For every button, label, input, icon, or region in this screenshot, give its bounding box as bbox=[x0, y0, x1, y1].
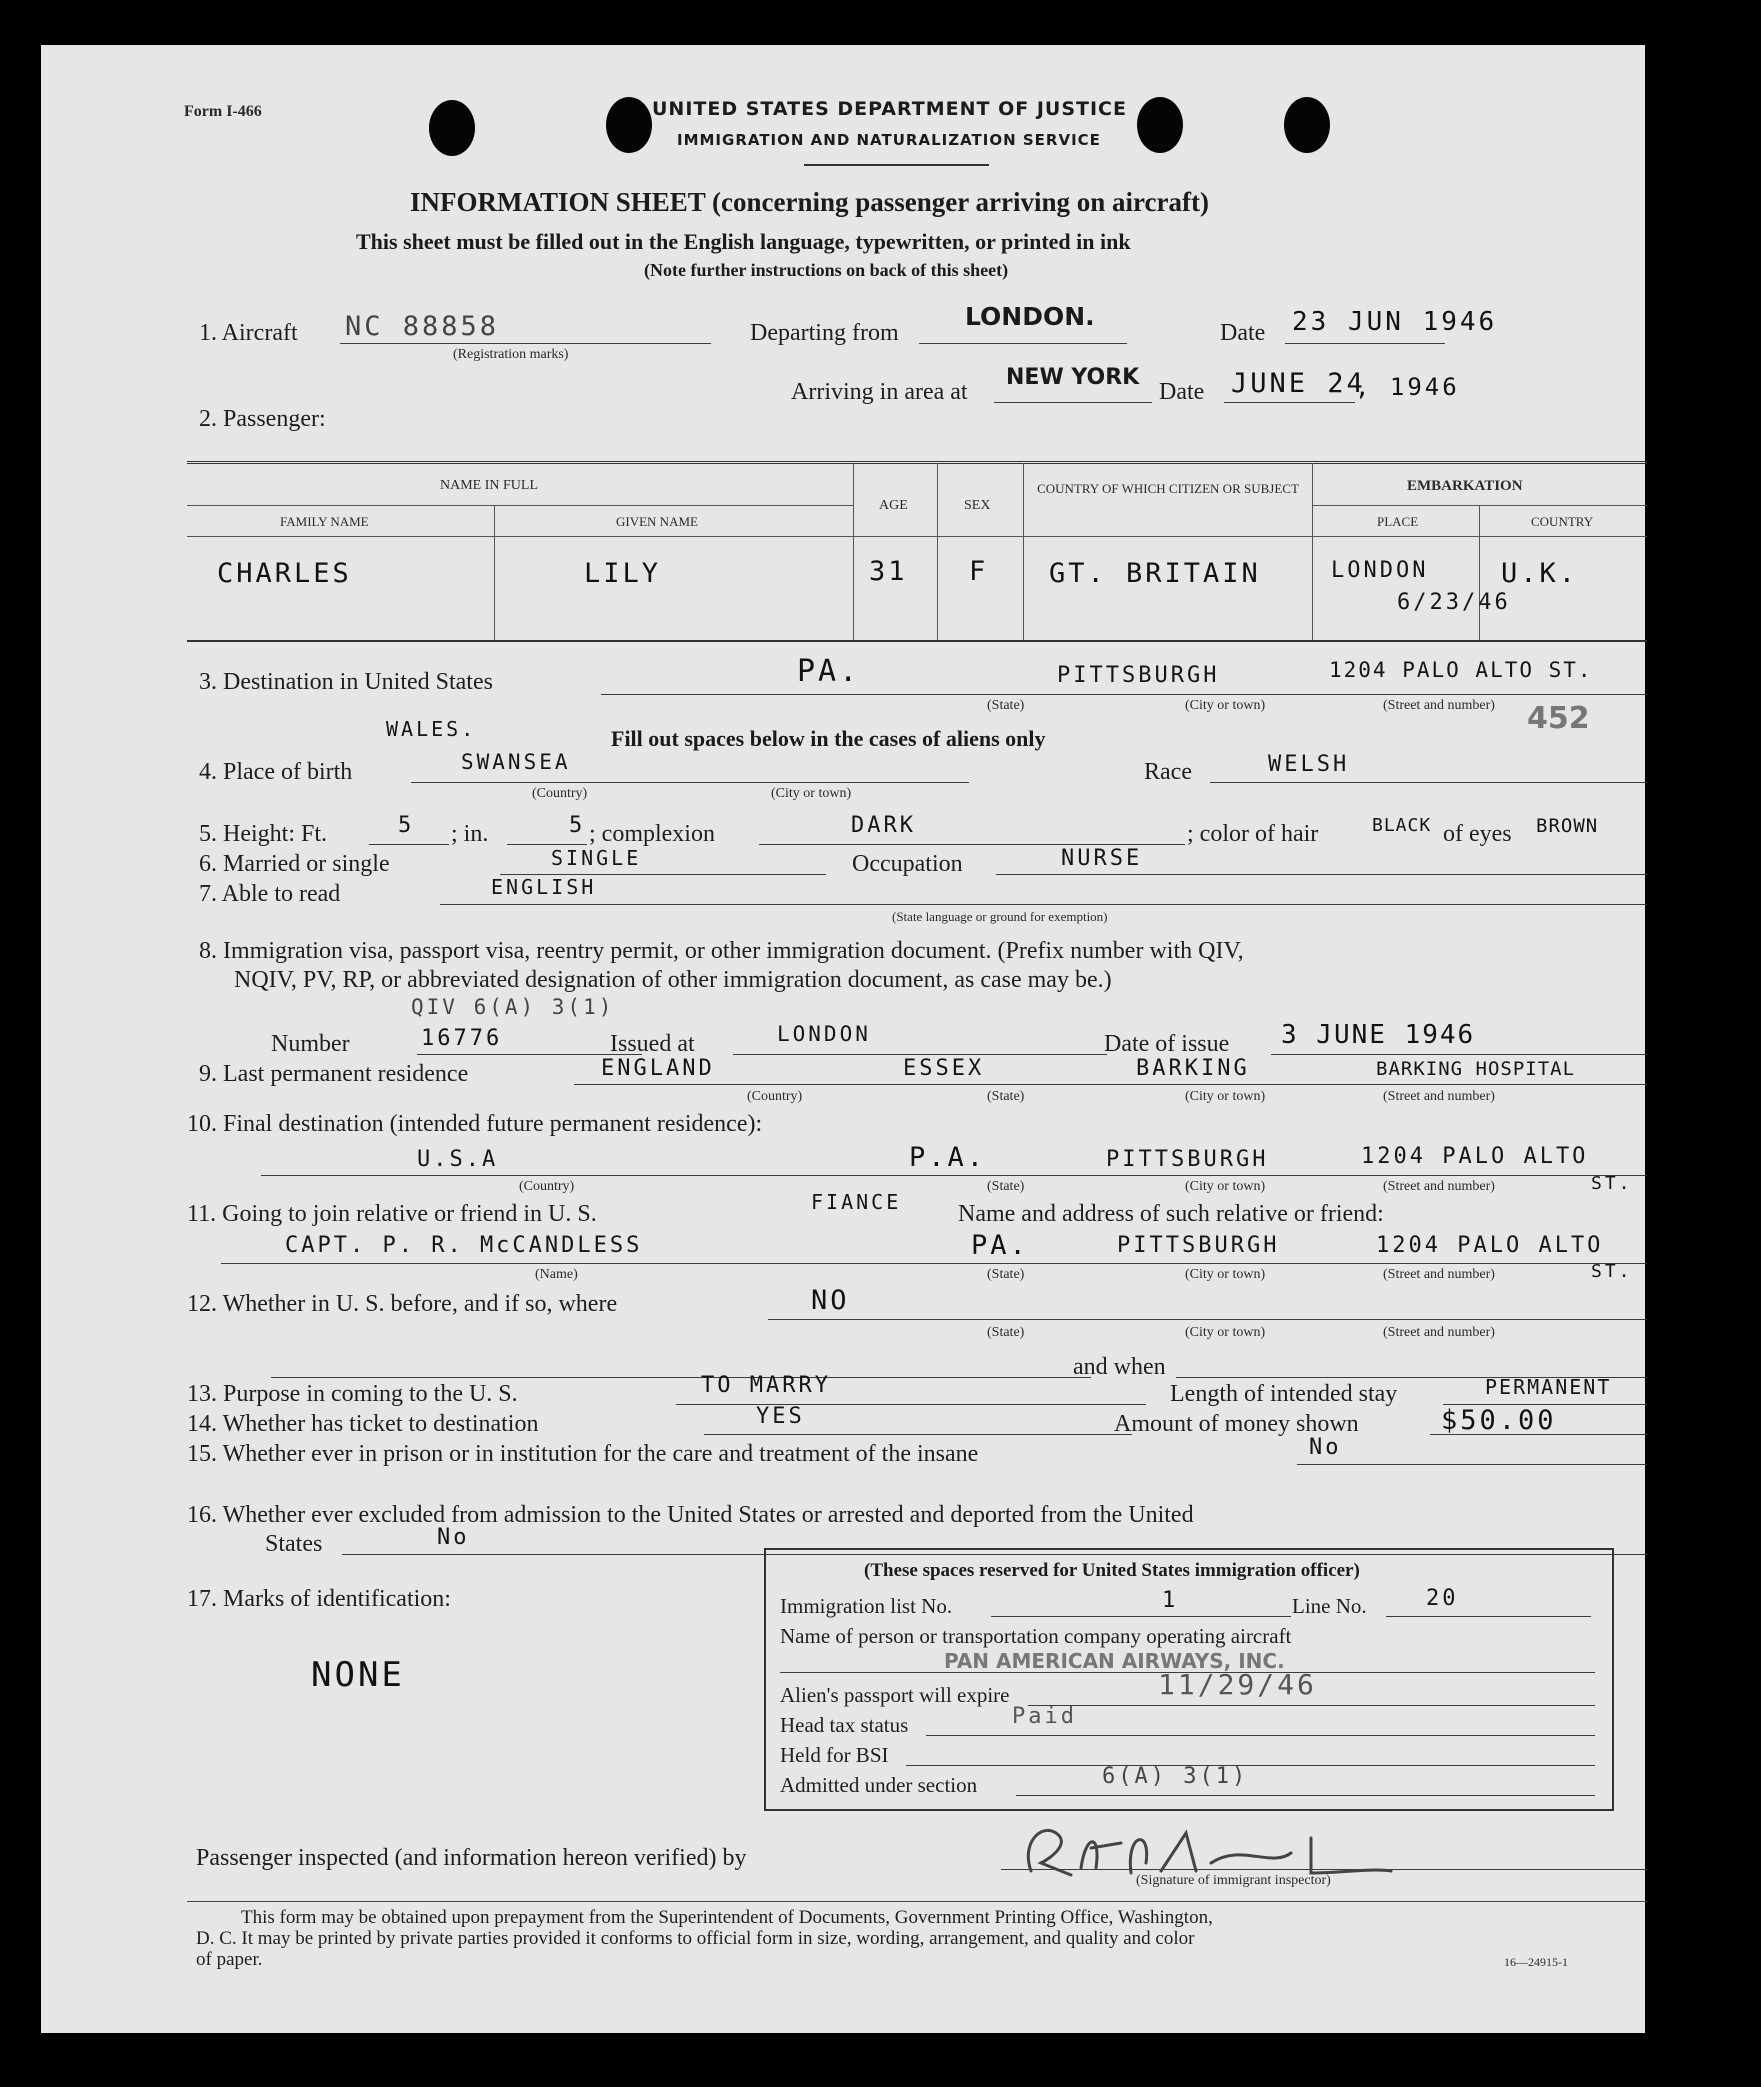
prison-value: No bbox=[1309, 1435, 1342, 1460]
department-name: UNITED STATES DEPARTMENT OF JUSTICE bbox=[652, 98, 1127, 120]
dep-date-line bbox=[1285, 343, 1445, 344]
ticket-value: YES bbox=[756, 1404, 805, 1429]
officer-box bbox=[764, 1548, 1614, 1811]
relative-city: PITTSBURGH bbox=[1117, 1233, 1280, 1258]
eyes-label: of eyes bbox=[1443, 821, 1512, 847]
residence-line bbox=[574, 1084, 1647, 1085]
excluded-label: 16. Whether ever excluded from admission to the United States or arrested and deported from the United bbox=[187, 1502, 1194, 1528]
race-value: WELSH bbox=[1268, 752, 1350, 777]
departing-value: LONDON. bbox=[965, 302, 1095, 331]
prison-line bbox=[1297, 1464, 1647, 1465]
destination-city: PITTSBURGH bbox=[1057, 663, 1220, 688]
departing-date: 23 JUN 1946 bbox=[1292, 307, 1498, 337]
service-name: IMMIGRATION AND NATURALIZATION SERVICE bbox=[677, 131, 1101, 149]
caption-state: (State) bbox=[987, 1325, 1025, 1340]
caption-state: (State) bbox=[987, 1089, 1025, 1104]
instruction-line: This sheet must be filled out in the English language, typewritten, or printed in ink bbox=[356, 229, 1131, 254]
line-no-line bbox=[1386, 1616, 1591, 1617]
column-divider bbox=[494, 505, 495, 640]
ticket-line bbox=[704, 1434, 1132, 1435]
caption-street: (Street and number) bbox=[1383, 1089, 1495, 1104]
birthplace-label: 4. Place of birth bbox=[199, 759, 353, 785]
headtax-value: Paid bbox=[1012, 1704, 1077, 1729]
caption-street: (Street and number) bbox=[1383, 1325, 1495, 1340]
caption-name: (Name) bbox=[535, 1267, 578, 1282]
visa-number-value: 16776 bbox=[421, 1026, 503, 1051]
embark-country-value: U.K. bbox=[1501, 558, 1579, 589]
form-number: Form I-466 bbox=[184, 103, 262, 120]
stamped-number: 452 bbox=[1527, 701, 1590, 736]
caption-city: (City or town) bbox=[1185, 698, 1266, 713]
residence-state: ESSEX bbox=[903, 1056, 985, 1081]
final-street: 1204 PALO ALTO bbox=[1361, 1144, 1589, 1169]
previous-us-line bbox=[768, 1319, 1647, 1320]
header-age: AGE bbox=[879, 498, 908, 513]
list-no-line bbox=[991, 1616, 1291, 1617]
date-of-issue-value: 3 JUNE 1946 bbox=[1281, 1020, 1476, 1050]
passport-label: Alien's passport will expire bbox=[780, 1683, 1010, 1707]
identification-value: NONE bbox=[311, 1655, 405, 1695]
caption-city: (City or town) bbox=[1185, 1325, 1266, 1340]
ticket-label: 14. Whether has ticket to destination bbox=[187, 1411, 539, 1437]
footer-text-1: This form may be obtained upon prepayment from the Superintendent of Documents, Government Printing Office, Washington, bbox=[241, 1907, 1213, 1928]
relation-value: FIANCE bbox=[811, 1190, 902, 1214]
final-street-suffix: ST. bbox=[1591, 1173, 1633, 1194]
issued-at-value: LONDON bbox=[777, 1022, 871, 1046]
caption-city: (City or town) bbox=[1185, 1179, 1266, 1194]
header-sex: SEX bbox=[964, 498, 991, 513]
table-bottom-rule bbox=[187, 640, 1647, 642]
caption-city: (City or town) bbox=[1185, 1267, 1266, 1282]
headtax-line bbox=[926, 1735, 1595, 1736]
header-rule bbox=[804, 164, 989, 166]
married-value: SINGLE bbox=[551, 846, 642, 870]
married-label: 6. Married or single bbox=[199, 851, 390, 877]
operator-value: PAN AMERICAN AIRWAYS, INC. bbox=[944, 1649, 1285, 1673]
headtax-label: Head tax status bbox=[780, 1713, 909, 1737]
column-divider bbox=[853, 463, 854, 640]
when-label: and when bbox=[1073, 1354, 1166, 1380]
height-label: 5. Height: Ft. bbox=[199, 821, 328, 847]
race-line bbox=[1210, 782, 1647, 783]
column-divider bbox=[1479, 505, 1480, 640]
occupation-value: NURSE bbox=[1061, 846, 1143, 871]
excluded-value: No bbox=[437, 1525, 470, 1550]
table-header-rule bbox=[187, 536, 1647, 537]
family-name-value: CHARLES bbox=[217, 558, 352, 589]
instruction-note: (Note further instructions on back of this sheet) bbox=[644, 260, 1009, 280]
height-in-line bbox=[507, 844, 587, 845]
header-name-full: NAME IN FULL bbox=[440, 478, 538, 493]
departing-line bbox=[919, 343, 1127, 344]
height-ft-value: 5 bbox=[398, 813, 415, 838]
visa-number-label: Number bbox=[271, 1031, 350, 1057]
admitted-line bbox=[1016, 1795, 1595, 1796]
caption-country: (Country) bbox=[532, 786, 588, 801]
caption-street: (Street and number) bbox=[1383, 698, 1495, 713]
line-no-label: Line No. bbox=[1292, 1594, 1367, 1618]
caption-state: (State) bbox=[987, 698, 1025, 713]
residence-city: BARKING bbox=[1136, 1056, 1250, 1081]
given-name-value: LILY bbox=[584, 558, 662, 589]
previous-us-line-2 bbox=[271, 1377, 1091, 1378]
operator-label: Name of person or transportation company operating aircraft bbox=[780, 1624, 1292, 1648]
table-subrule bbox=[187, 505, 853, 506]
relative-street: 1204 PALO ALTO bbox=[1376, 1233, 1604, 1258]
registration-caption: (Registration marks) bbox=[453, 347, 569, 362]
footer-rule bbox=[187, 1901, 1647, 1902]
eyes-value: BROWN bbox=[1536, 815, 1599, 837]
read-line bbox=[440, 904, 1647, 905]
birthplace-line bbox=[411, 782, 969, 783]
prison-label: 15. Whether ever in prison or in institution for the care and treatment of the insane bbox=[187, 1441, 979, 1467]
citizenship-value: GT. BRITAIN bbox=[1049, 558, 1261, 589]
admitted-label: Admitted under section bbox=[780, 1773, 978, 1797]
race-label: Race bbox=[1144, 759, 1192, 785]
visa-label-2: NQIV, PV, RP, or abbreviated designation of other immigration document, as case may be.) bbox=[234, 967, 1112, 993]
height-in-label: ; in. bbox=[451, 821, 489, 847]
arriving-value: NEW YORK bbox=[1006, 365, 1140, 390]
embark-place-value: LONDON bbox=[1331, 558, 1429, 583]
purpose-line bbox=[676, 1404, 1146, 1405]
excluded-label-2: States bbox=[265, 1531, 323, 1557]
header-family-name: FAMILY NAME bbox=[280, 514, 369, 529]
issued-at-line bbox=[733, 1054, 1107, 1055]
stay-value: PERMANENT bbox=[1485, 1375, 1612, 1399]
column-divider bbox=[937, 463, 938, 640]
date-of-issue-label: Date of issue bbox=[1104, 1031, 1230, 1057]
officer-box-title: (These spaces reserved for United States immigration officer) bbox=[864, 1560, 1360, 1581]
punch-hole bbox=[1137, 97, 1183, 153]
complexion-label: ; complexion bbox=[589, 821, 715, 847]
list-no-label: Immigration list No. bbox=[780, 1594, 953, 1618]
height-ft-line bbox=[369, 844, 449, 845]
header-citizenship: COUNTRY OF WHICH CITIZEN OR SUBJECT bbox=[1037, 481, 1299, 496]
age-value: 31 bbox=[869, 556, 908, 587]
occupation-line bbox=[996, 874, 1647, 875]
money-label: Amount of money shown bbox=[1114, 1411, 1359, 1437]
final-country: U.S.A bbox=[417, 1147, 499, 1172]
final-destination-label: 10. Final destination (intended future permanent residence): bbox=[187, 1111, 763, 1137]
read-label: 7. Able to read bbox=[199, 881, 341, 907]
money-value: $50.00 bbox=[1441, 1405, 1557, 1436]
form-sheet bbox=[41, 45, 1645, 2033]
complexion-value: DARK bbox=[851, 813, 916, 838]
purpose-value: TO MARRY bbox=[701, 1373, 831, 1398]
birth-country-value: WALES. bbox=[386, 717, 477, 741]
caption-country: (Country) bbox=[519, 1179, 575, 1194]
visa-number-line bbox=[417, 1054, 642, 1055]
header-embarkation: EMBARKATION bbox=[1407, 478, 1523, 494]
list-no-value: 1 bbox=[1162, 1588, 1179, 1613]
footer-text-3: of paper. bbox=[196, 1949, 263, 1970]
arriving-line bbox=[994, 402, 1152, 403]
read-caption: (State language or ground for exemption) bbox=[892, 909, 1108, 924]
inspection-label: Passenger inspected (and information hereon verified) by bbox=[196, 1845, 747, 1871]
visa-prefix: QIV 6(A) 3(1) bbox=[411, 995, 615, 1019]
punch-hole bbox=[429, 100, 475, 156]
bsi-line bbox=[906, 1765, 1595, 1766]
form-code: 16—24915-1 bbox=[1504, 1955, 1568, 1969]
aircraft-line bbox=[340, 343, 711, 344]
departing-label: Departing from bbox=[750, 320, 899, 346]
destination-label: 3. Destination in United States bbox=[199, 669, 493, 695]
caption-state: (State) bbox=[987, 1267, 1025, 1282]
caption-city: (City or town) bbox=[771, 786, 852, 801]
header-place: PLACE bbox=[1377, 514, 1419, 529]
header-country: COUNTRY bbox=[1531, 514, 1594, 529]
residence-country: ENGLAND bbox=[601, 1056, 715, 1081]
arr-date-label: Date bbox=[1159, 379, 1205, 405]
sex-value: F bbox=[969, 556, 989, 587]
relative-street-suffix: ST. bbox=[1591, 1261, 1633, 1282]
final-destination-line bbox=[261, 1175, 1647, 1176]
height-in-value: 5 bbox=[569, 813, 586, 838]
residence-street: BARKING HOSPITAL bbox=[1376, 1058, 1576, 1080]
purpose-label: 13. Purpose in coming to the U. S. bbox=[187, 1381, 518, 1407]
stay-label: Length of intended stay bbox=[1170, 1381, 1398, 1407]
caption-state: (State) bbox=[987, 1179, 1025, 1194]
signature-caption: (Signature of immigrant inspector) bbox=[1136, 1873, 1331, 1888]
final-city: PITTSBURGH bbox=[1106, 1147, 1269, 1172]
passport-line bbox=[1028, 1705, 1595, 1706]
dep-date-label: Date bbox=[1220, 320, 1266, 346]
arr-date-line bbox=[1224, 402, 1355, 403]
punch-hole bbox=[606, 97, 652, 153]
header-given-name: GIVEN NAME bbox=[616, 514, 698, 529]
occupation-label: Occupation bbox=[852, 851, 963, 877]
aliens-note: Fill out spaces below in the cases of aliens only bbox=[611, 726, 1046, 751]
aircraft-label: 1. Aircraft bbox=[199, 320, 298, 346]
hair-label: ; color of hair bbox=[1187, 821, 1319, 847]
visa-label: 8. Immigration visa, passport visa, reentry permit, or other immigration document. (Prefix number with QIV, bbox=[199, 938, 1244, 964]
punch-hole bbox=[1284, 97, 1330, 153]
caption-country: (Country) bbox=[747, 1089, 803, 1104]
footer-text-2: D. C. It may be printed by private parties provided it conforms to official form in size, wording, arrangement, and quality and color bbox=[196, 1928, 1195, 1949]
passenger-label: 2. Passenger: bbox=[199, 406, 326, 432]
join-relative-label: 11. Going to join relative or friend in U. S. bbox=[187, 1201, 597, 1227]
previous-us-value: NO bbox=[811, 1285, 850, 1316]
name-address-label: Name and address of such relative or friend: bbox=[958, 1201, 1384, 1227]
bsi-label: Held for BSI bbox=[780, 1743, 889, 1767]
destination-line bbox=[601, 694, 1647, 695]
caption-street: (Street and number) bbox=[1383, 1179, 1495, 1194]
identification-label: 17. Marks of identification: bbox=[187, 1586, 451, 1612]
caption-city: (City or town) bbox=[1185, 1089, 1266, 1104]
issued-at-label: Issued at bbox=[610, 1031, 695, 1057]
column-divider bbox=[1312, 463, 1313, 640]
relative-line bbox=[221, 1263, 1647, 1264]
relative-state: PA. bbox=[971, 1230, 1029, 1261]
relative-name: CAPT. P. R. McCANDLESS bbox=[285, 1233, 643, 1258]
previous-us-label: 12. Whether in U. S. before, and if so, where bbox=[187, 1291, 618, 1317]
residence-label: 9. Last permanent residence bbox=[199, 1061, 469, 1087]
caption-street: (Street and number) bbox=[1383, 1267, 1495, 1282]
arriving-year: , 1946 bbox=[1355, 373, 1460, 401]
passenger-table bbox=[187, 461, 1649, 643]
embark-date-value: 6/23/46 bbox=[1397, 590, 1511, 615]
aircraft-value: NC 88858 bbox=[345, 311, 500, 342]
destination-street: 1204 PALO ALTO ST. bbox=[1329, 658, 1593, 682]
date-of-issue-line bbox=[1271, 1054, 1647, 1055]
table-top-rule bbox=[187, 461, 1647, 464]
read-value: ENGLISH bbox=[491, 875, 597, 899]
arriving-label: Arriving in area at bbox=[791, 379, 968, 405]
birth-city-value: SWANSEA bbox=[461, 750, 571, 774]
complexion-line bbox=[759, 844, 1185, 845]
passport-value: 11/29/46 bbox=[1158, 1668, 1317, 1701]
column-divider bbox=[1023, 463, 1024, 640]
form-title: INFORMATION SHEET (concerning passenger arriving on aircraft) bbox=[410, 187, 1209, 217]
final-state: P.A. bbox=[909, 1142, 987, 1173]
arriving-date: JUNE 24 bbox=[1231, 368, 1366, 399]
hair-value: BLACK bbox=[1372, 815, 1432, 836]
admitted-value: 6(A) 3(1) bbox=[1102, 1764, 1249, 1789]
line-no-value: 20 bbox=[1426, 1586, 1459, 1611]
destination-state: PA. bbox=[797, 654, 861, 689]
